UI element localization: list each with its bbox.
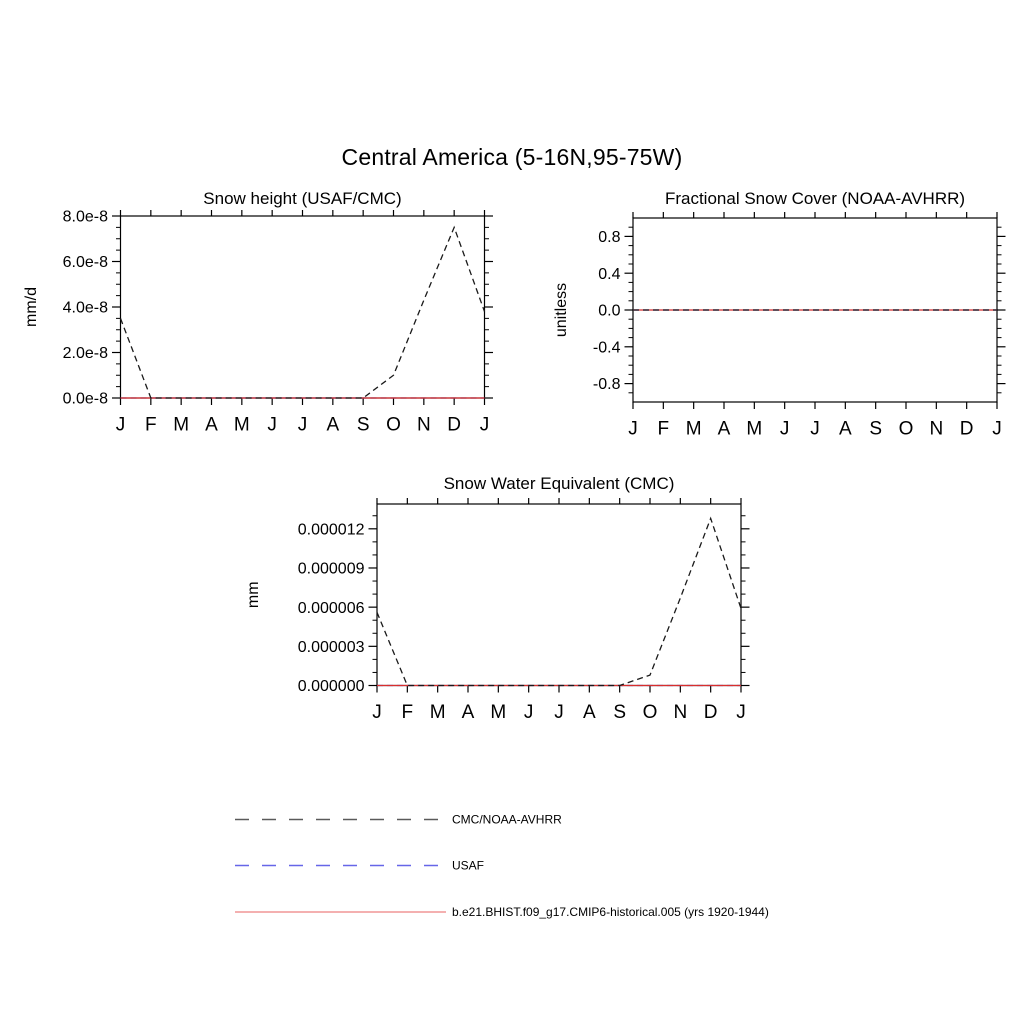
- legend-item: [235, 905, 769, 919]
- svg-text:O: O: [386, 414, 401, 436]
- svg-text:J: J: [115, 414, 126, 436]
- y-axis-labels: [593, 229, 621, 393]
- legend-item: [235, 859, 484, 873]
- svg-text:M: M: [233, 414, 250, 436]
- svg-text:0.0: 0.0: [598, 302, 621, 320]
- svg-text:O: O: [642, 702, 658, 724]
- svg-text:M: M: [490, 702, 507, 724]
- x-axis-labels: [116, 415, 490, 436]
- svg-text:F: F: [145, 414, 157, 436]
- svg-text:0.000000: 0.000000: [297, 678, 365, 696]
- svg-text:0.000006: 0.000006: [297, 599, 365, 617]
- page-title: Central America (5-16N,95-75W): [341, 144, 683, 170]
- svg-text:-0.8: -0.8: [592, 376, 621, 394]
- chart-snow-height: [23, 189, 493, 436]
- svg-text:A: A: [461, 702, 475, 724]
- y-axis-title: mm: [245, 581, 262, 609]
- y-axis-title: mm/d: [23, 287, 40, 327]
- svg-text:0.000003: 0.000003: [297, 638, 365, 656]
- svg-text:J: J: [479, 414, 490, 436]
- svg-text:0.0e-8: 0.0e-8: [62, 390, 108, 408]
- svg-text:J: J: [736, 702, 746, 724]
- svg-text:J: J: [297, 414, 308, 436]
- svg-text:4.0e-8: 4.0e-8: [62, 299, 108, 317]
- y-axis-ticks: [112, 216, 493, 398]
- svg-text:J: J: [554, 702, 564, 724]
- svg-text:F: F: [657, 418, 670, 440]
- svg-text:2.0e-8: 2.0e-8: [62, 345, 108, 363]
- legend: [235, 813, 769, 920]
- legend-label: b.e21.BHIST.f09_g17.CMIP6-historical.005 (yrs 1920-1944): [452, 905, 769, 919]
- svg-text:8.0e-8: 8.0e-8: [62, 208, 108, 226]
- svg-text:A: A: [582, 702, 596, 724]
- svg-text:D: D: [703, 702, 718, 724]
- chart-fractional-snow-cover: [553, 189, 1006, 440]
- svg-text:N: N: [416, 414, 431, 436]
- svg-text:J: J: [779, 418, 790, 440]
- svg-text:M: M: [746, 418, 763, 440]
- svg-text:M: M: [429, 702, 446, 724]
- legend-label: USAF: [452, 858, 485, 873]
- svg-text:D: D: [447, 414, 462, 436]
- svg-text:A: A: [205, 414, 218, 436]
- y-axis-labels: [298, 521, 365, 695]
- svg-text:0.000009: 0.000009: [297, 560, 365, 578]
- x-axis-labels: [372, 702, 746, 723]
- x-axis-ticks: [121, 210, 485, 405]
- svg-text:J: J: [523, 702, 534, 724]
- legend-label: CMC/NOAA-AVHRR: [452, 812, 562, 827]
- svg-text:J: J: [267, 414, 277, 436]
- svg-text:-0.4: -0.4: [592, 339, 621, 357]
- plot-border: [121, 216, 485, 398]
- chart-title: Snow Water Equivalent (CMC): [443, 474, 675, 493]
- svg-text:M: M: [173, 414, 190, 436]
- svg-text:J: J: [992, 418, 1002, 440]
- svg-text:O: O: [898, 418, 914, 440]
- series-line-cmc-noaa-avhrr: [377, 518, 741, 685]
- plot-border: [377, 504, 741, 686]
- legend-item: [235, 813, 562, 827]
- svg-text:N: N: [673, 702, 688, 724]
- chart-title: Snow height (USAF/CMC): [203, 189, 402, 208]
- svg-text:A: A: [326, 414, 340, 436]
- svg-text:M: M: [685, 418, 702, 440]
- chart-snow-water-equivalent: [245, 474, 750, 723]
- svg-text:D: D: [959, 418, 974, 440]
- series-line-cmc-noaa-avhrr: [121, 227, 485, 398]
- svg-text:0.000012: 0.000012: [297, 521, 365, 539]
- svg-text:S: S: [869, 418, 883, 440]
- svg-text:0.4: 0.4: [598, 265, 621, 283]
- svg-text:J: J: [372, 702, 382, 724]
- y-axis-labels: [63, 209, 108, 408]
- svg-text:6.0e-8: 6.0e-8: [62, 254, 108, 272]
- svg-text:J: J: [628, 418, 638, 440]
- svg-text:J: J: [810, 418, 820, 440]
- chart-title: Fractional Snow Cover (NOAA-AVHRR): [664, 189, 966, 208]
- y-axis-ticks: [369, 516, 750, 686]
- x-axis-ticks: [377, 498, 741, 693]
- svg-text:A: A: [838, 418, 852, 440]
- svg-text:S: S: [356, 414, 370, 436]
- y-axis-title: unitless: [553, 282, 570, 338]
- svg-text:N: N: [929, 418, 944, 440]
- svg-text:S: S: [613, 702, 627, 724]
- svg-text:0.8: 0.8: [598, 229, 621, 246]
- svg-text:F: F: [401, 702, 414, 724]
- x-axis-labels: [628, 419, 1002, 440]
- svg-text:A: A: [717, 418, 731, 440]
